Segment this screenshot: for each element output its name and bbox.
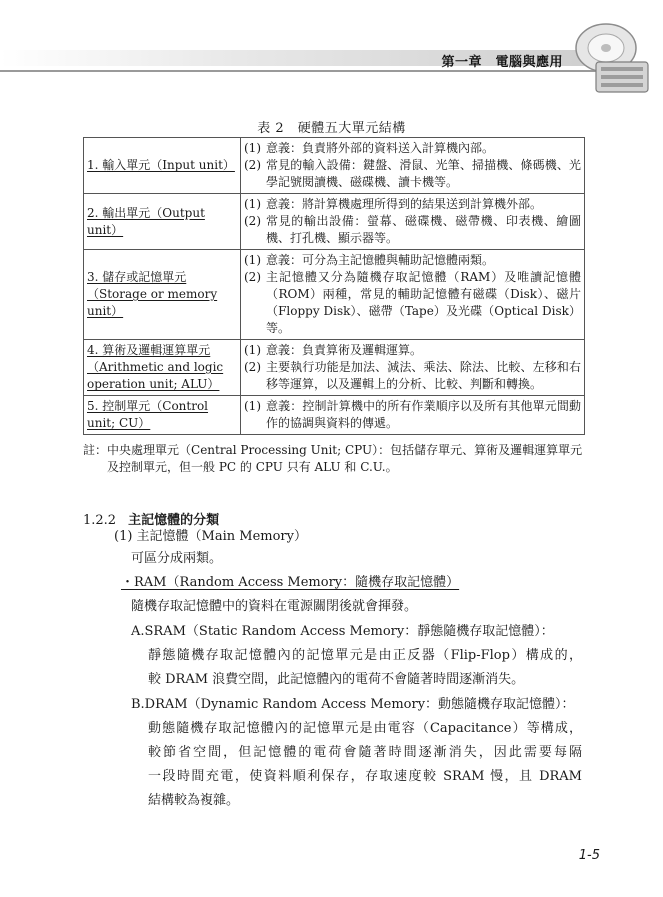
unit-name: 3. 儲存或記憶單元（Storage or memory unit） [87,270,218,318]
unit-detail-cell [241,340,585,396]
unit-detail-cell [241,138,585,194]
unit-name-cell [84,396,241,435]
ram-description: 隨機存取記憶體中的資料在電源關閉後就會揮發。 [131,599,418,614]
table-footnote [83,442,588,476]
item-number: (1) [244,197,261,211]
item-number: (2) [244,158,261,172]
unit-name: 1. 輸入單元（Input unit） [87,158,235,172]
detail-item [244,342,581,359]
item-text: 主記憶體又分為隨機存取記憶體（RAM）及唯讀記憶體（ROM）兩種，常見的輔助記憶體有磁碟（Disk）、磁片（Floppy Disk）、磁帶（Tape）及光碟（Optical Disk）等。 [266,270,581,335]
dram-line: 較節省空間，但記憶體的電荷會隨著時間逐漸消失，因此需要每隔 [148,745,582,760]
table-row [84,194,585,250]
detail-item [244,157,581,191]
table-row [84,250,585,340]
unit-name: 4. 算術及邏輯運算單元（Arithmetic and logic operation unit; ALU） [87,343,224,391]
item-text: 意義：負責將外部的資料送入計算機內部。 [266,141,495,155]
item-text: 常見的輸入設備：鍵盤、滑鼠、光筆、掃描機、條碼機、光學記號閱讀機、磁碟機、讀卡機等。 [266,158,581,189]
item-number: (1) [244,399,261,413]
item-number: (2) [244,360,261,374]
detail-item [244,398,581,432]
main-memory-heading: (1) 主記憶體（Main Memory） [114,529,307,544]
unit-name: 2. 輸出單元（Output unit） [87,205,205,237]
item-number: (1) [244,253,261,267]
dram-line: 動態隨機存取記憶體內的記憶單元是由電容（Capacitance）等構成， [148,721,582,736]
detail-item [244,252,581,269]
footnote-text: 中央處理單元（Central Processing Unit; CPU）：包括儲存單元、算術及邏輯運算單元及控制單元，但一般 PC 的 CPU 只有 ALU 和 C.U.。 [107,443,583,474]
detail-item [244,359,581,393]
section-number: 1.2.2 [83,513,117,528]
ram-heading: ・RAM（Random Access Memory：隨機存取記憶體） [121,575,460,590]
item-number: (1) [244,343,261,357]
item-text: 常見的輸出設備：螢幕、磁碟機、磁帶機、印表機、繪圖機、打孔機、顯示器等。 [266,214,581,245]
item-text: 意義：控制計算機中的所有作業順序以及所有其他單元間動作的協調與資料的傳遞。 [266,399,581,430]
table-row [84,138,585,194]
unit-detail-cell [241,396,585,435]
item-number: (2) [244,214,261,228]
table-row [84,340,585,396]
dram-line: 一段時間充電，使資料順利保存，存取速度較 SRAM 慢，且 DRAM [148,769,582,784]
table-row [84,396,585,435]
item-number: (2) [244,270,261,284]
item-text: 主要執行功能是加法、減法、乘法、除法、比較、左移和右移等運算，以及邏輯上的分析、比較、判斷和轉換。 [266,360,581,391]
unit-name-cell [84,138,241,194]
item-text: 意義：負責算術及邏輯運算。 [266,343,423,357]
page-number: 1-5 [578,848,600,863]
section-title: 主記憶體的分類 [128,513,220,528]
detail-item [244,269,581,337]
detail-item [244,213,581,247]
unit-name-cell [84,250,241,340]
unit-name-cell [84,340,241,396]
item-text: 意義：可分為主記憶體與輔助記憶體兩類。 [266,253,495,267]
sram-line: 靜態隨機存取記憶體內的記憶單元是由正反器（Flip-Flop）構成的， [148,648,582,663]
sram-heading: A.SRAM（Static Random Access Memory：靜態隨機存取記憶體）： [131,624,554,639]
detail-item [244,196,581,213]
unit-name-cell [84,194,241,250]
computer-disc-icon [566,18,656,98]
hardware-units-table [83,137,585,435]
dram-line: 結構較為複雜。 [148,793,240,808]
item-text: 意義：將計算機處理所得到的結果送到計算機外部。 [266,197,543,211]
dram-heading: B.DRAM（Dynamic Random Access Memory：動態隨機存取記憶體）： [131,697,575,712]
chapter-title: 第一章 電腦與應用 [441,55,563,70]
unit-detail-cell [241,194,585,250]
detail-item [244,140,581,157]
sram-line: 較 DRAM 浪費空間，此記憶體內的電荷不會隨著時間逐漸消失。 [148,672,525,687]
main-memory-description: 可區分成兩類。 [131,551,223,566]
chapter-header-rule [0,70,600,72]
footnote-label: 註： [83,443,108,457]
unit-detail-cell [241,250,585,340]
table-caption: 表 2 硬體五大單元結構 [257,121,406,136]
unit-name: 5. 控制單元（Control unit; CU） [87,399,209,430]
item-number: (1) [244,141,261,155]
